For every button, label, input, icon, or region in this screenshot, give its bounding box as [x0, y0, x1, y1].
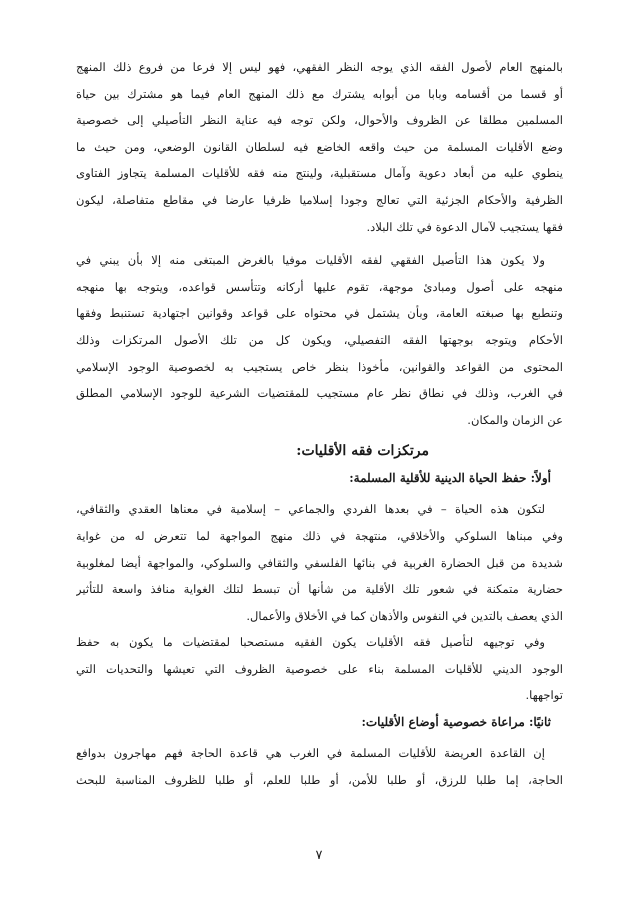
text-line: منهجه على أصول ومبادئ موجهة، تقوم عليها أركانه وتتأسس قواعده، ويتوجه بها منهجه: [76, 279, 563, 294]
subsection-title: أولاً: حفظ الحياة الدينية للأقلية المسلمة:: [349, 471, 551, 486]
paragraph: [76, 740, 563, 793]
text-line: المسلمين مطلقا عن الظروف والأحوال، ولكن توجه فيه عناية النظر التأصيلي إلى خصوصية: [76, 113, 563, 128]
paragraph: [76, 54, 563, 240]
text-line: ولا يكون هذا التأصيل الفقهي لفقه الأقليات موفيا بالغرض المبتغى منه إلا بأن يبني في: [76, 253, 545, 268]
text-line: وضع الأقليات المسلمة من حيث واقعه الخاضع فيه لسلطان القانون الوضعي، ومن حيث ما: [76, 139, 563, 154]
paragraph: [76, 629, 563, 709]
text-line: إن القاعدة العريضة للأقليات المسلمة في الغرب هي قاعدة الحاجة فهم مهاجرون بدوافع: [76, 746, 545, 761]
text-line: الأحكام ويتوجه بوجهتها الفقه التفصيلي، ويكون كل من تلك الأصول المرتكزات وذلك: [76, 332, 563, 347]
text-line: الوجود الديني للأقليات المسلمة بناء على خصوصية الظروف التي تعيشها والتحديات التي: [76, 661, 563, 676]
paragraph-gap: [76, 240, 563, 247]
text-line: الظرفية والأحكام الجزئية التي تعالج وجودا إسلاميا ظرفيا عارضا في مقاطع متفاصلة، ليكون: [76, 192, 563, 207]
text-line: أو قسما من أقسامه وبابا من أبوابه يشترك مع ذلك المنهج العام فيما هو مشترك بين حياة: [76, 86, 563, 101]
subsection-title: ثانيًا: مراعاة خصوصية أوضاع الأقليات:: [361, 715, 551, 730]
text-line: ينطوي عليه من أبعاد دعوية وآمال مستقبلية، ولينتج منه فقه للأقليات المسلمة يتجاوز الفتاوى: [76, 166, 563, 181]
section-heading: مرتكزات فقه الأقليات:: [296, 443, 429, 460]
text-line: في الغرب، وذلك في نطاق نظر عام مستجيب للمقتضيات الشرعية للوجود الإسلامي المطلق: [76, 386, 563, 401]
text-line: وتنطبع بها صبغته العامة، وبأن يشتمل في محتواه على قواعد وقوانين اجتهادية تستنبط وفقها: [76, 306, 563, 321]
paragraph: [76, 496, 563, 629]
text-line: فقها يستجيب لآمال الدعوة في تلك البلاد.: [366, 219, 563, 234]
text-line: لتكون هذه الحياة – في بعدها الفردي والجماعي – إسلامية في معناها العقدي والثقافي،: [76, 502, 545, 517]
text-line: عن الزمان والمكان.: [467, 412, 563, 427]
text-line: بالمنهج العام لأصول الفقه الذي يوجه النظر الفقهي، فهو ليس إلا فرعا من فروع ذلك المنهج: [76, 60, 563, 74]
page-body: [76, 54, 563, 793]
text-line: الحاجة، إما طلبا للرزق، أو طلبا للأمن، أو طلبا للعلم، أو طلبا للظروف المناسبة للبحث: [76, 772, 563, 787]
text-line: وفي توجيهه لتأصيل فقه الأقليات يكون الفقيه مستصحبا لمقتضيات ما يكون به حفظ: [76, 635, 545, 650]
text-line: حضارية متمكنة في شعور تلك الأقلية من شأنها أن تبسط لتلك الغواية منافذ واسعة للتأثير: [76, 582, 563, 597]
text-line: شديدة من قبل الحضارة الغربية في بنائها الفلسفي والثقافي والسلوكي، والمواجهة أيضا لمغلوبية: [76, 555, 563, 570]
page-number: ٧: [315, 848, 323, 863]
paragraph: [76, 247, 563, 433]
text-line: وفي مبناها السلوكي والأخلاقي، منتهجة في ذلك منهج المواجهة لما تتعرض له من غواية: [76, 528, 563, 543]
text-line: المحتوى من القواعد والقوانين، مأخوذا بنظر خاص يستجيب به لخصوصية الوجود الإسلامي: [76, 359, 563, 374]
text-line: الذي يعصف بالتدين في النفوس والأذهان كما في الأخلاق والأعمال.: [246, 608, 563, 623]
text-line: تواجهها.: [525, 688, 563, 703]
